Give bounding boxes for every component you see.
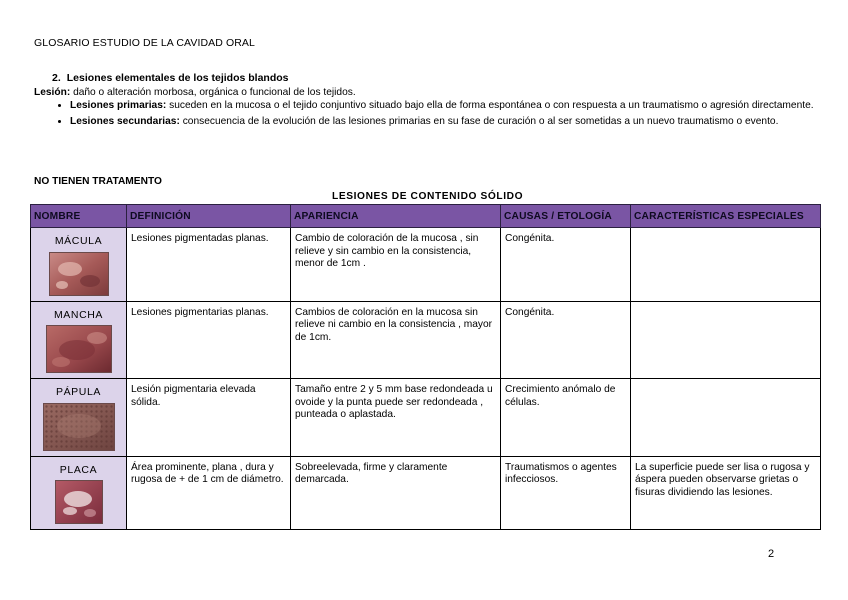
- bullet-term: Lesiones secundarias:: [70, 115, 180, 127]
- lesions-table: [30, 204, 821, 530]
- special-cell: [631, 379, 821, 457]
- causes-cell: Traumatismos o agentes infecciosos.: [501, 456, 631, 530]
- page-number: 2: [768, 548, 775, 560]
- name-cell: [31, 456, 127, 530]
- name-cell: [31, 301, 127, 379]
- lesion-definition-text: daño o alteración morbosa, orgánica o funcional de los tejidos.: [70, 87, 356, 98]
- table-row: [31, 456, 821, 530]
- macula-photo: [49, 252, 109, 296]
- causes-cell: Congénita.: [501, 228, 631, 302]
- list-item: [70, 100, 840, 113]
- causes-cell: Crecimiento anómalo de células.: [501, 379, 631, 457]
- table-row: [31, 228, 821, 302]
- lesion-definition: [34, 87, 356, 98]
- causes-cell: Congénita.: [501, 301, 631, 379]
- lesion-name: PLACA: [59, 463, 98, 476]
- lesion-name: PÁPULA: [55, 386, 102, 398]
- lesion-name: MANCHA: [53, 308, 104, 321]
- bullet-text: suceden en la mucosa o el tejido conjuntivo situado bajo ella de forma espontánea o con respuesta a un traumatismo o agresión directamente.: [166, 100, 814, 111]
- lesion-term: Lesión:: [34, 87, 71, 98]
- bullet-term: Lesiones primarias:: [70, 100, 167, 111]
- special-cell: La superficie puede ser lisa o rugosa y áspera pueden observarse grietas o fisuras dividiendo las lesiones.: [631, 456, 821, 530]
- definition-cell: Área prominente, plana , dura y rugosa de + de 1 cm de diámetro.: [127, 456, 291, 530]
- special-cell: [631, 228, 821, 302]
- definition-cell: Lesiones pigmentarias planas.: [127, 301, 291, 379]
- appearance-cell: Cambio de coloración de la mucosa , sin relieve y sin cambio en la consistencia, menor de 1cm .: [291, 228, 501, 302]
- section-title-text: Lesiones elementales de los tejidos blandos: [66, 72, 289, 84]
- placa-photo: [55, 480, 103, 524]
- column-header: CAUSAS / ETOLOGÍA: [501, 205, 631, 228]
- section-title: [52, 72, 289, 84]
- definition-cell: Lesiones pigmentadas planas.: [127, 228, 291, 302]
- table-header-row: [31, 205, 821, 228]
- table-row: [31, 301, 821, 379]
- document-header: GLOSARIO ESTUDIO DE LA CAVIDAD ORAL: [34, 37, 255, 49]
- special-cell: [631, 301, 821, 379]
- papula-photo: [43, 403, 115, 451]
- list-item: [70, 116, 840, 129]
- column-header: APARIENCIA: [291, 205, 501, 228]
- table-caption: LESIONES DE CONTENIDO SÓLIDO: [332, 191, 524, 202]
- mancha-photo: [46, 325, 112, 373]
- no-treatment-heading: NO TIENEN TRATAMENTO: [34, 176, 162, 187]
- lesion-name: MÁCULA: [54, 235, 103, 247]
- appearance-cell: Sobreelevada, firme y claramente demarcada.: [291, 456, 501, 530]
- table-row: [31, 379, 821, 457]
- section-number: 2.: [52, 72, 61, 84]
- column-header: NOMBRE: [31, 205, 127, 228]
- column-header: DEFINICIÓN: [127, 205, 291, 228]
- bullet-text: consecuencia de la evolución de las lesiones primarias en su fase de curación o al ser sometidas a un nuevo traumatismo o evento.: [179, 115, 779, 127]
- appearance-cell: Tamaño entre 2 y 5 mm base redondeada u ovoide y la punta puede ser redondeada , punteada o aplastada.: [291, 379, 501, 457]
- name-cell: [31, 379, 127, 457]
- appearance-cell: Cambios de coloración en la mucosa sin relieve ni cambio en la consistencia , mayor de 1cm.: [291, 301, 501, 379]
- lesion-types-list: [54, 100, 840, 131]
- definition-cell: Lesión pigmentaria elevada sólida.: [127, 379, 291, 457]
- column-header: CARACTERÍSTICAS ESPECIALES: [631, 205, 821, 228]
- name-cell: [31, 228, 127, 302]
